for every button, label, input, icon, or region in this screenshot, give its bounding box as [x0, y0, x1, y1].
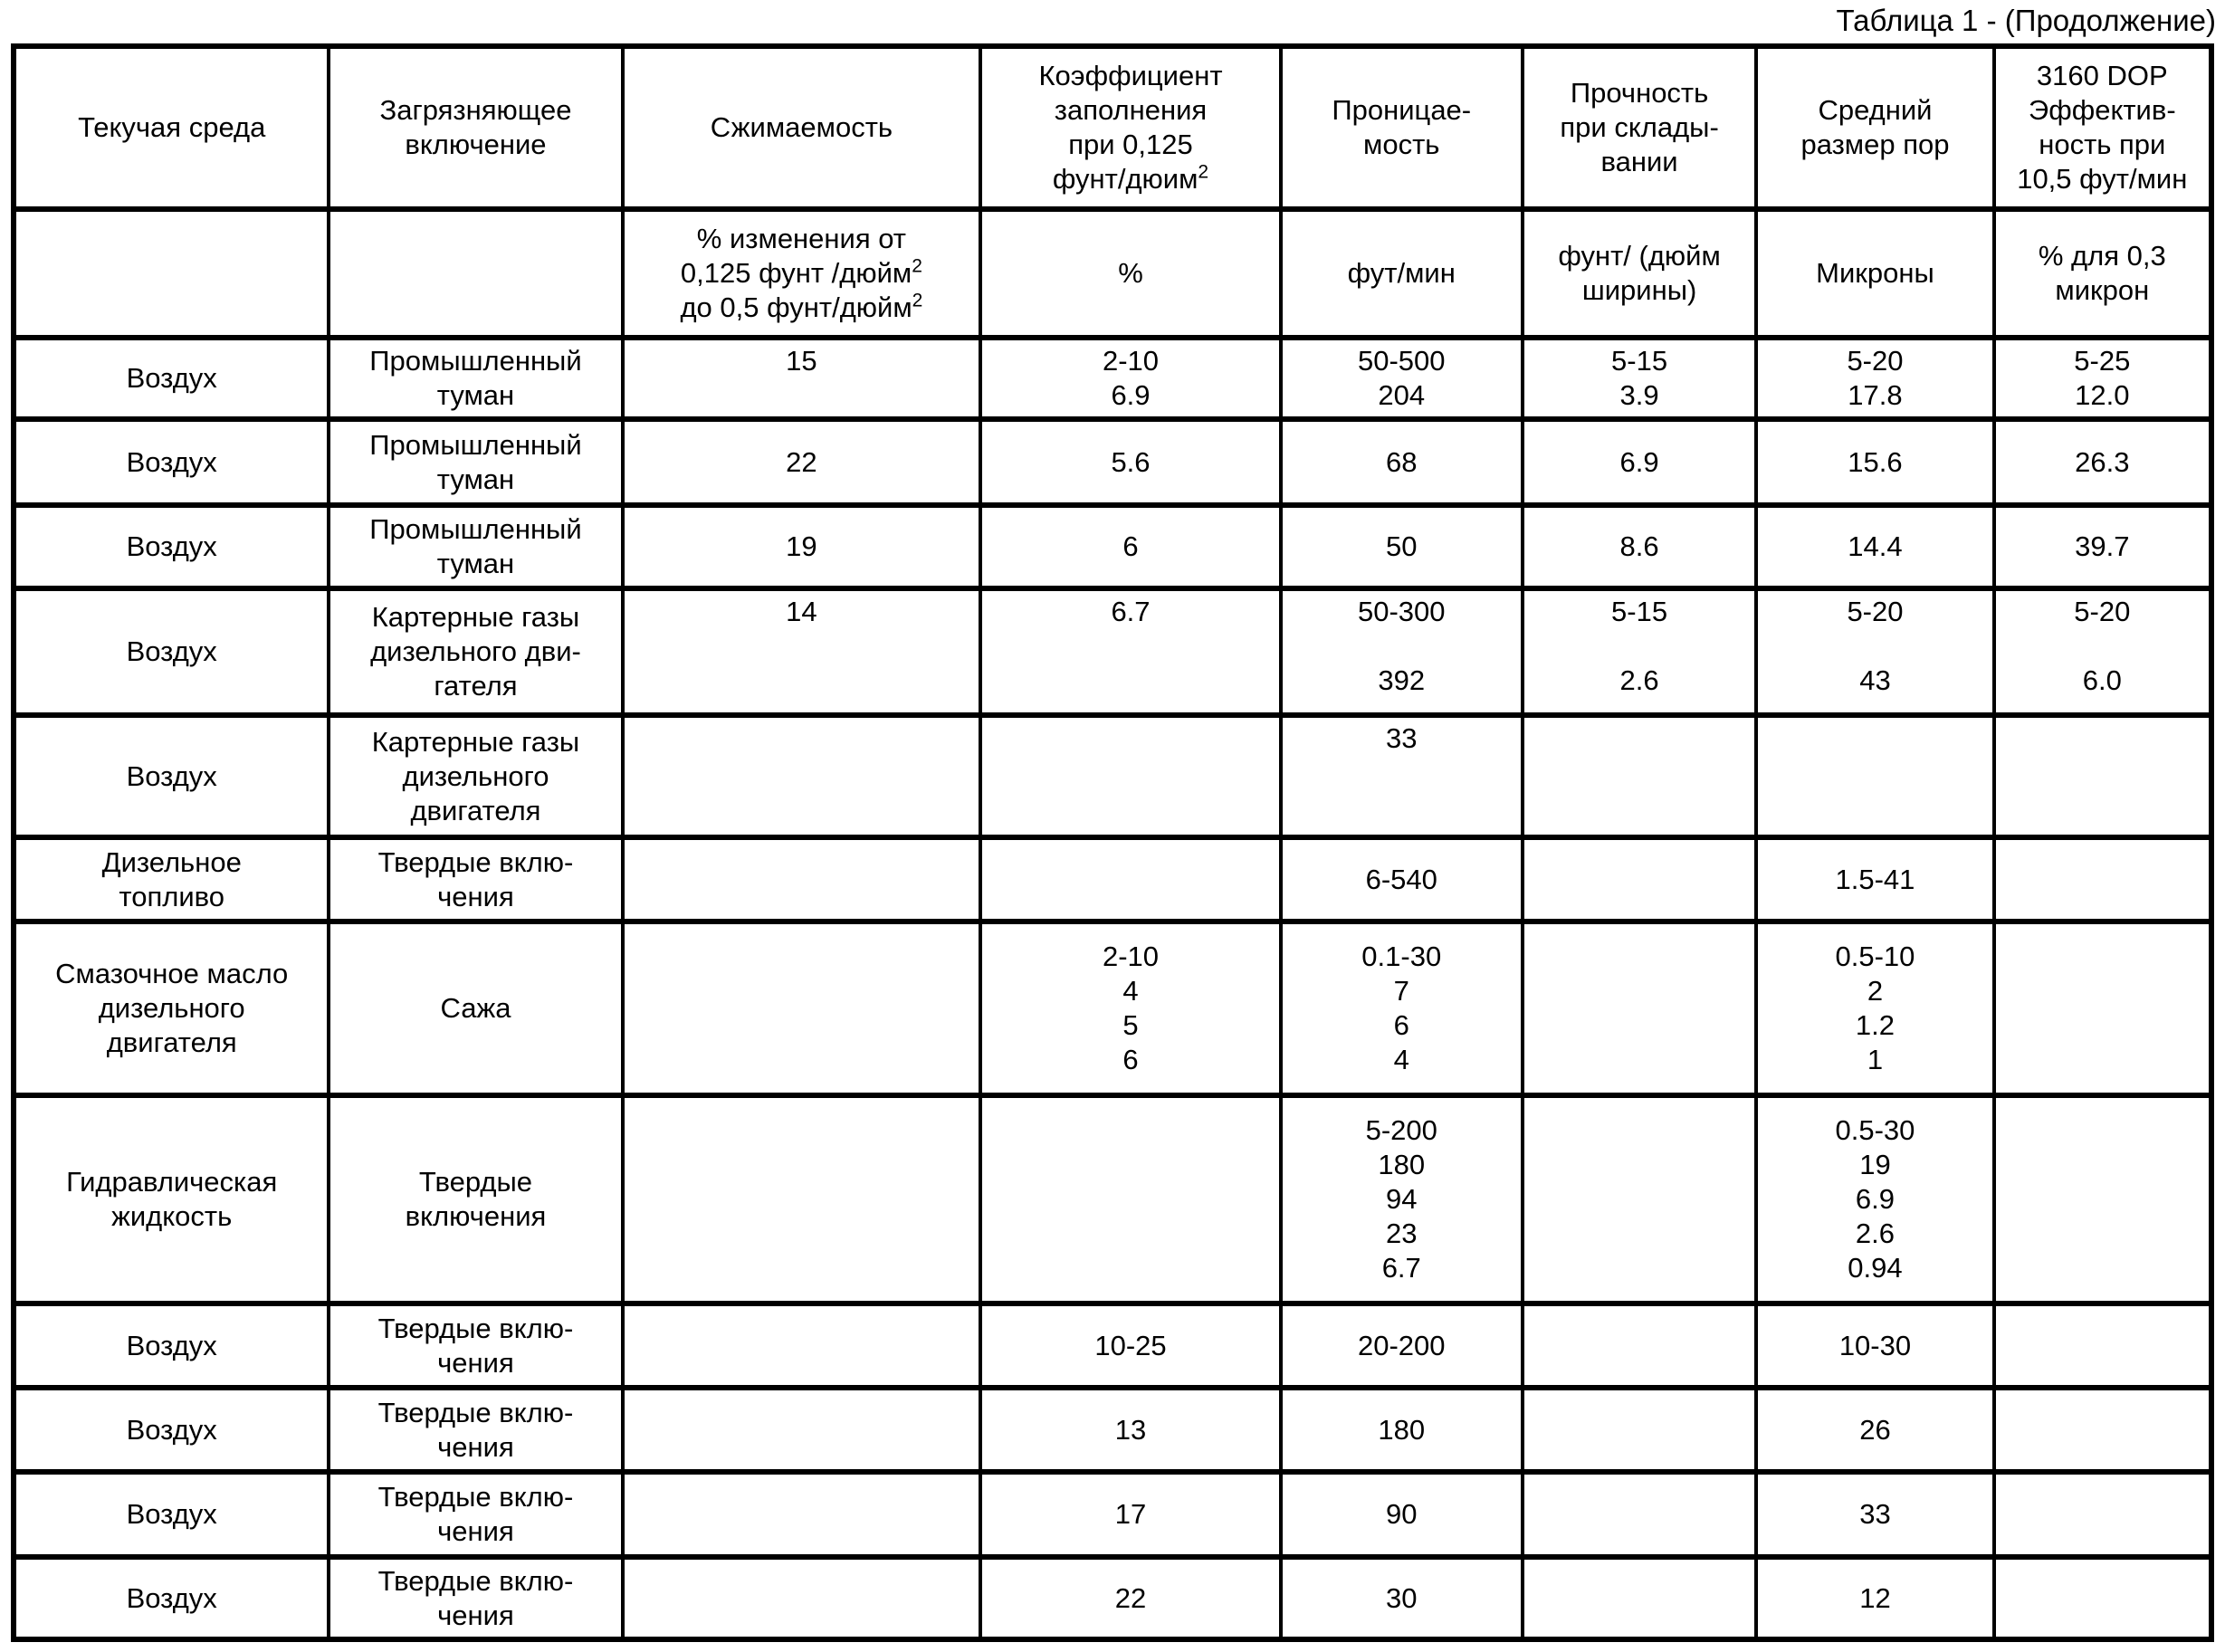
cell-line: 6.9: [1111, 379, 1151, 411]
column-header-compressibility: [623, 46, 981, 209]
cell-line: 0,125 фунт /дюйм$^2$: [680, 255, 922, 289]
cell-fluid-medium: [14, 1472, 329, 1557]
cell-contaminant: [329, 1303, 622, 1388]
cell-fold-strength: [1523, 1472, 1757, 1557]
table-row: [14, 338, 2211, 419]
cell-line: 6.7: [1111, 596, 1151, 627]
cell-line: Промышленный: [369, 513, 582, 545]
cell-fold-strength: [1523, 921, 1757, 1095]
cell-mean-pore-size: [1756, 715, 1993, 837]
cell-compressibility: [623, 588, 981, 715]
cell-line: 1.5-41: [1835, 863, 1915, 895]
table-row: [14, 921, 2211, 1095]
cell-line: 17.8: [1848, 379, 1903, 411]
cell-dop-efficiency: [1994, 715, 2211, 837]
cell-line: туман: [436, 463, 515, 495]
cell-line: 6.0: [2082, 664, 2122, 696]
cell-line: Воздух: [126, 1329, 217, 1361]
cell-line: 2: [1867, 975, 1884, 1007]
table-row: [14, 1472, 2211, 1557]
cell-fluid-medium: [14, 588, 329, 715]
cell-line: Картерные газы: [371, 725, 580, 758]
cell-line: 5-20: [1847, 596, 1904, 627]
cell-mean-pore-size: [1756, 588, 1993, 715]
cell-line: двигателя: [106, 1027, 237, 1058]
cell-mean-pore-size: [1756, 1388, 1993, 1472]
cell-line: Гидравлическая: [66, 1166, 278, 1198]
cell-fill-factor: [980, 1388, 1280, 1472]
cell-dop-efficiency: [1994, 338, 2211, 419]
cell-line: 6-540: [1365, 863, 1437, 895]
cell-line: ширины): [1581, 274, 1697, 306]
cell-line: 1: [1867, 1044, 1884, 1075]
cell-fill-factor: [980, 419, 1280, 505]
cell-permeability: [1281, 1472, 1523, 1557]
cell-fill-factor: [980, 588, 1280, 715]
cell-dop-efficiency: [1994, 1095, 2211, 1303]
cell-dop-efficiency: [1994, 1388, 2211, 1472]
cell-mean-pore-size: [1756, 1303, 1993, 1388]
cell-line: 5-15: [1611, 596, 1668, 627]
cell-line: 4: [1393, 1044, 1409, 1075]
cell-permeability: [1281, 505, 1523, 588]
cell-permeability: [1281, 715, 1523, 837]
cell-line: 5.6: [1111, 445, 1151, 478]
cell-line: 6.9: [1855, 1183, 1896, 1215]
cell-line: 392: [1378, 664, 1426, 696]
cell-permeability: [1281, 419, 1523, 505]
cell-line: 17: [1114, 1498, 1147, 1530]
cell-line: 22: [1114, 1581, 1147, 1614]
cell-line: при 0,125: [1068, 129, 1193, 160]
table-row: [14, 837, 2211, 921]
cell-line: 26: [1859, 1413, 1891, 1446]
cell-line: 94: [1386, 1183, 1418, 1215]
cell-permeability: [1281, 921, 1523, 1095]
cell-line: Воздух: [126, 530, 217, 562]
cell-mean-pore-size: [1756, 1095, 1993, 1303]
cell-line: 19: [786, 530, 817, 562]
cell-fold-strength: [1523, 1095, 1757, 1303]
cell-compressibility: [623, 338, 981, 419]
cell-line: 4: [1122, 975, 1139, 1007]
cell-line: 5-25: [2074, 345, 2131, 377]
cell-line: Сжимаемость: [710, 111, 893, 143]
cell-line: 50-500: [1357, 345, 1446, 377]
cell-line: 22: [786, 445, 817, 478]
cell-line: 0.5-10: [1835, 941, 1915, 972]
cell-compressibility: [623, 715, 981, 837]
cell-contaminant: [329, 921, 622, 1095]
table-row: [14, 1557, 2211, 1639]
cell-line: ность при: [2039, 129, 2166, 160]
table-row: [14, 1388, 2211, 1472]
cell-line: 204: [1378, 379, 1426, 411]
cell-fold-strength: [1523, 1557, 1757, 1639]
column-header-dop-efficiency: [1994, 46, 2211, 209]
cell-line: туман: [436, 548, 515, 579]
cell-line: чения: [437, 880, 514, 912]
cell-line: 10-25: [1094, 1329, 1167, 1361]
cell-line: Твердые: [418, 1166, 532, 1198]
cell-line: 15: [786, 345, 817, 377]
cell-line: чения: [437, 1515, 514, 1547]
cell-line: чения: [437, 1430, 514, 1463]
cell-line: 13: [1114, 1413, 1147, 1446]
cell-permeability: [1281, 1095, 1523, 1303]
cell-line: 30: [1386, 1581, 1418, 1614]
cell-line: Твердые вклю-: [377, 1564, 574, 1597]
cell-line: Загрязняющее: [379, 94, 572, 126]
cell-fold-strength: [1523, 419, 1757, 505]
cell-contaminant: [329, 419, 622, 505]
cell-permeability: [1281, 837, 1523, 921]
cell-dop-efficiency: [1994, 505, 2211, 588]
cell-line: 6: [1122, 1044, 1139, 1075]
cell-fold-strength: [1523, 505, 1757, 588]
cell-line: фунт/дюим$^2$: [1052, 161, 1209, 195]
cell-fill-factor: [980, 1557, 1280, 1639]
cell-line: Твердые вклю-: [377, 1396, 574, 1428]
cell-line: 5-15: [1611, 345, 1668, 377]
superscript: 2: [912, 255, 922, 277]
unit-cell-contaminant: [329, 209, 622, 338]
cell-line: при склады-: [1560, 111, 1719, 143]
cell-fluid-medium: [14, 1557, 329, 1639]
header-row: [14, 46, 2211, 209]
cell-line: дизельного дви-: [370, 635, 581, 667]
cell-line: 68: [1386, 445, 1418, 478]
table-row: [14, 419, 2211, 505]
table-header: [14, 46, 2211, 338]
cell-compressibility: [623, 837, 981, 921]
cell-contaminant: [329, 1095, 622, 1303]
cell-line: 50-300: [1357, 596, 1446, 627]
cell-fold-strength: [1523, 1388, 1757, 1472]
cell-line: топливо: [119, 880, 225, 912]
cell-fluid-medium: [14, 1303, 329, 1388]
cell-line: фут/мин: [1347, 257, 1456, 289]
cell-line: 43: [1859, 664, 1891, 696]
cell-line: Промышленный: [369, 345, 582, 377]
cell-line: 14.4: [1848, 530, 1903, 562]
cell-permeability: [1281, 338, 1523, 419]
cell-line: Твердые вклю-: [377, 1312, 574, 1344]
cell-line: 6.9: [1619, 445, 1659, 478]
cell-permeability: [1281, 1303, 1523, 1388]
superscript: 2: [1198, 161, 1209, 183]
unit-cell-permeability: [1281, 209, 1523, 338]
cell-fill-factor: [980, 1095, 1280, 1303]
cell-mean-pore-size: [1756, 1472, 1993, 1557]
cell-line: 5-20: [1847, 345, 1904, 377]
cell-fold-strength: [1523, 1303, 1757, 1388]
cell-line: 2-10: [1102, 941, 1160, 972]
cell-line: 2-10: [1102, 345, 1160, 377]
cell-line: 90: [1386, 1498, 1418, 1530]
cell-line: 5-200: [1365, 1114, 1437, 1146]
cell-line: Прочность: [1570, 77, 1709, 109]
cell-line: [1528, 629, 1752, 664]
table-row: [14, 1303, 2211, 1388]
cell-line: чения: [437, 1346, 514, 1379]
cell-line: Проницае-: [1332, 94, 1472, 126]
unit-cell-fill-factor: [980, 209, 1280, 338]
cell-contaminant: [329, 715, 622, 837]
cell-line: [2000, 629, 2205, 664]
cell-line: 3160 DOP: [2036, 60, 2168, 91]
unit-cell-fluid-medium: [14, 209, 329, 338]
cell-line: 0.5-30: [1835, 1114, 1915, 1146]
cell-fold-strength: [1523, 588, 1757, 715]
cell-line: туман: [436, 379, 515, 411]
cell-line: размер пор: [1800, 129, 1950, 160]
unit-cell-fold-strength: [1523, 209, 1757, 338]
cell-line: дизельного: [98, 992, 245, 1024]
cell-line: 0.1-30: [1361, 941, 1442, 972]
cell-compressibility: [623, 1388, 981, 1472]
cell-line: 2.6: [1855, 1218, 1896, 1249]
cell-line: 7: [1393, 975, 1409, 1007]
superscript: 2: [912, 290, 923, 311]
cell-line: 10-30: [1838, 1329, 1912, 1361]
cell-line: Воздух: [126, 1581, 217, 1614]
cell-mean-pore-size: [1756, 837, 1993, 921]
cell-line: Картерные газы: [371, 601, 580, 633]
cell-compressibility: [623, 1557, 981, 1639]
cell-fill-factor: [980, 1303, 1280, 1388]
cell-line: 50: [1386, 530, 1418, 562]
cell-line: до 0,5 фунт/дюйм$^2$: [680, 290, 923, 323]
cell-line: Воздух: [126, 362, 217, 394]
cell-line: 6: [1122, 530, 1139, 562]
column-header-fold-strength: [1523, 46, 1757, 209]
column-header-fill-factor: [980, 46, 1280, 209]
cell-line: 14: [786, 596, 817, 627]
cell-fluid-medium: [14, 338, 329, 419]
cell-line: мость: [1363, 129, 1440, 160]
cell-fluid-medium: [14, 837, 329, 921]
cell-fluid-medium: [14, 715, 329, 837]
cell-line: 180: [1378, 1149, 1426, 1180]
cell-line: жидкость: [111, 1200, 233, 1232]
cell-permeability: [1281, 1388, 1523, 1472]
cell-compressibility: [623, 921, 981, 1095]
cell-compressibility: [623, 505, 981, 588]
cell-mean-pore-size: [1756, 338, 1993, 419]
cell-line: 19: [1859, 1149, 1891, 1180]
table-row: [14, 505, 2211, 588]
cell-compressibility: [623, 1472, 981, 1557]
column-header-contaminant: [329, 46, 622, 209]
table-row: [14, 588, 2211, 715]
cell-contaminant: [329, 837, 622, 921]
cell-line: Текучая среда: [78, 111, 266, 143]
cell-line: 23: [1386, 1218, 1418, 1249]
cell-line: 180: [1378, 1413, 1426, 1446]
cell-line: %: [1118, 257, 1143, 289]
cell-line: Воздух: [126, 445, 217, 478]
cell-fill-factor: [980, 505, 1280, 588]
data-table: [11, 43, 2214, 1642]
cell-line: двигателя: [410, 794, 541, 826]
cell-fluid-medium: [14, 1095, 329, 1303]
cell-line: Твердые вклю-: [377, 1481, 574, 1513]
cell-mean-pore-size: [1756, 419, 1993, 505]
cell-line: Твердые вклю-: [377, 845, 574, 878]
cell-line: Эффектив-: [2028, 94, 2176, 126]
cell-line: 20-200: [1357, 1329, 1446, 1361]
cell-fill-factor: [980, 921, 1280, 1095]
table-body: [14, 338, 2211, 1639]
cell-compressibility: [623, 1303, 981, 1388]
cell-line: 26.3: [2075, 445, 2130, 478]
cell-fold-strength: [1523, 338, 1757, 419]
cell-compressibility: [623, 419, 981, 505]
cell-contaminant: [329, 505, 622, 588]
cell-fluid-medium: [14, 921, 329, 1095]
cell-contaminant: [329, 1388, 622, 1472]
cell-line: 6.7: [1381, 1252, 1421, 1284]
cell-line: чения: [437, 1599, 514, 1631]
cell-line: 5-20: [2074, 596, 2131, 627]
cell-fluid-medium: [14, 505, 329, 588]
cell-dop-efficiency: [1994, 921, 2211, 1095]
cell-line: Воздух: [126, 759, 217, 792]
table-title: Таблица 1 - (Продолжение): [1836, 4, 2216, 37]
cell-line: Сажа: [440, 992, 511, 1024]
cell-line: Воздух: [126, 635, 217, 667]
cell-line: Коэффициент: [1038, 60, 1223, 91]
cell-line: гателя: [434, 670, 518, 702]
cell-dop-efficiency: [1994, 1303, 2211, 1388]
cell-line: Воздух: [126, 1498, 217, 1530]
cell-line: включения: [405, 1200, 547, 1232]
cell-mean-pore-size: [1756, 505, 1993, 588]
cell-line: % изменения от: [696, 223, 907, 254]
cell-fluid-medium: [14, 419, 329, 505]
cell-line: дизельного: [402, 759, 549, 792]
unit-cell-compressibility: [623, 209, 981, 338]
unit-cell-mean-pore-size: [1756, 209, 1993, 338]
cell-line: Промышленный: [369, 428, 582, 461]
cell-mean-pore-size: [1756, 1557, 1993, 1639]
table-row: [14, 715, 2211, 837]
cell-line: Микроны: [1816, 257, 1934, 289]
cell-fill-factor: [980, 338, 1280, 419]
cell-fill-factor: [980, 1472, 1280, 1557]
cell-dop-efficiency: [1994, 1557, 2211, 1639]
cell-line: 10,5 фут/мин: [2017, 163, 2188, 195]
cell-line: 33: [1859, 1498, 1891, 1530]
cell-line: % для 0,3: [2038, 240, 2166, 272]
unit-row: [14, 209, 2211, 338]
cell-line: включение: [405, 129, 547, 160]
cell-contaminant: [329, 1557, 622, 1639]
cell-dop-efficiency: [1994, 419, 2211, 505]
cell-fold-strength: [1523, 837, 1757, 921]
cell-line: 6: [1393, 1009, 1409, 1041]
table-row: [14, 1095, 2211, 1303]
cell-line: микрон: [2055, 274, 2150, 306]
cell-line: заполнения: [1054, 94, 1208, 126]
cell-line: Дизельное: [101, 845, 242, 878]
cell-dop-efficiency: [1994, 588, 2211, 715]
cell-contaminant: [329, 338, 622, 419]
cell-line: 12: [1859, 1581, 1891, 1614]
cell-line: 5: [1122, 1009, 1139, 1041]
unit-cell-dop-efficiency: [1994, 209, 2211, 338]
column-header-fluid-medium: [14, 46, 329, 209]
cell-fill-factor: [980, 837, 1280, 921]
cell-line: 0.94: [1848, 1252, 1903, 1284]
cell-line: Воздух: [126, 1413, 217, 1446]
cell-contaminant: [329, 588, 622, 715]
cell-compressibility: [623, 1095, 981, 1303]
cell-fold-strength: [1523, 715, 1757, 837]
cell-line: [1762, 629, 1988, 664]
column-header-permeability: [1281, 46, 1523, 209]
cell-line: фунт/ (дюйм: [1558, 240, 1721, 272]
cell-line: Смазочное масло: [55, 958, 289, 989]
cell-line: 39.7: [2075, 530, 2130, 562]
cell-fluid-medium: [14, 1388, 329, 1472]
column-header-mean-pore-size: [1756, 46, 1993, 209]
cell-line: 8.6: [1619, 530, 1659, 562]
cell-line: 15.6: [1848, 445, 1903, 478]
cell-line: Средний: [1818, 94, 1933, 126]
cell-line: 1.2: [1855, 1009, 1896, 1041]
cell-contaminant: [329, 1472, 622, 1557]
cell-line: вании: [1600, 146, 1678, 177]
cell-line: 12.0: [2075, 379, 2130, 411]
cell-dop-efficiency: [1994, 837, 2211, 921]
cell-mean-pore-size: [1756, 921, 1993, 1095]
cell-fill-factor: [980, 715, 1280, 837]
cell-dop-efficiency: [1994, 1472, 2211, 1557]
cell-permeability: [1281, 1557, 1523, 1639]
cell-line: 33: [1386, 722, 1418, 754]
cell-line: [1286, 629, 1517, 664]
cell-permeability: [1281, 588, 1523, 715]
cell-line: 3.9: [1619, 379, 1659, 411]
cell-line: 2.6: [1619, 664, 1659, 696]
